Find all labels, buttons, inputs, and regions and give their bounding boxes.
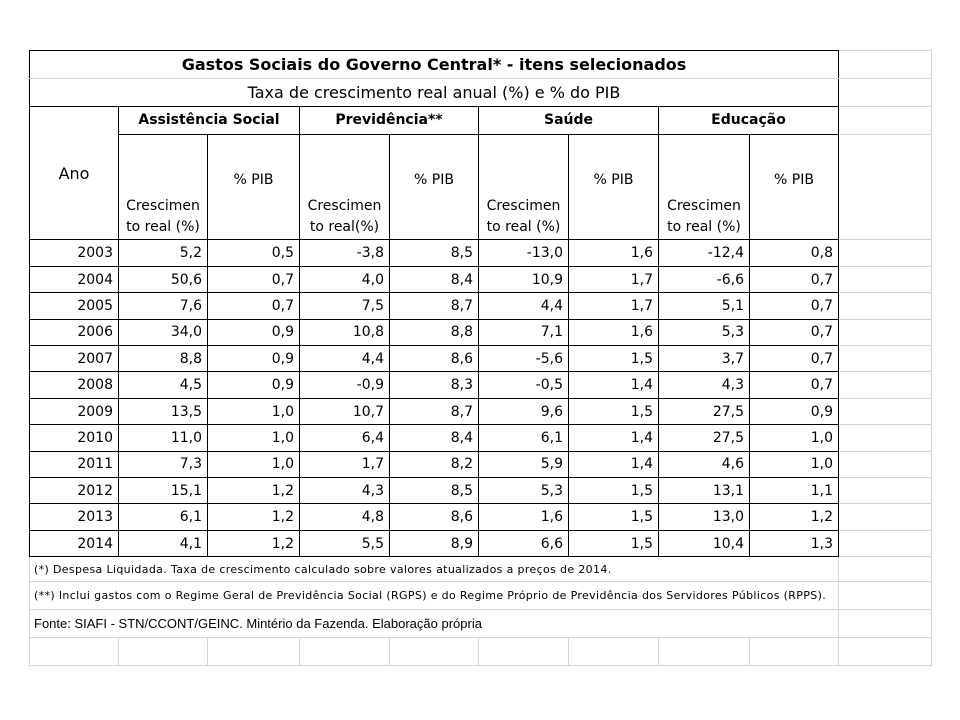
empty-cell[interactable] (839, 451, 932, 477)
growth-cell: 5,1 (659, 293, 750, 319)
growth-cell: -12,4 (659, 240, 750, 266)
subheader-growth: Crescimen to real (%) (119, 134, 208, 240)
year-header: Ano (30, 106, 119, 240)
year-cell: 2003 (30, 240, 119, 266)
pib-cell: 8,2 (390, 451, 479, 477)
growth-cell: 7,6 (119, 293, 208, 319)
growth-cell: 5,3 (479, 477, 569, 503)
subheader-growth: Crescimen to real(%) (300, 134, 390, 240)
growth-cell: 8,8 (119, 346, 208, 372)
pib-cell: 1,0 (750, 425, 839, 451)
pib-cell: 0,9 (208, 319, 300, 345)
empty-cell[interactable] (839, 106, 932, 134)
growth-cell: 4,0 (300, 266, 390, 292)
empty-cell[interactable] (839, 557, 932, 582)
growth-cell: 10,9 (479, 266, 569, 292)
pib-cell: 0,7 (750, 346, 839, 372)
footnote-1: (*) Despesa Liquidada. Taxa de crescimento calculado sobre valores atualizados a preços de 2014. (30, 557, 839, 582)
pib-cell: 1,5 (569, 398, 659, 424)
growth-cell: 9,6 (479, 398, 569, 424)
pib-cell: 8,8 (390, 319, 479, 345)
empty-cell[interactable] (839, 425, 932, 451)
table-row (30, 504, 932, 530)
empty-cell[interactable] (659, 638, 750, 666)
growth-cell: 1,7 (300, 451, 390, 477)
growth-cell: 4,5 (119, 372, 208, 398)
growth-cell: 13,1 (659, 477, 750, 503)
empty-cell[interactable] (839, 610, 932, 638)
pib-cell: 1,5 (569, 530, 659, 557)
table-subtitle: Taxa de crescimento real anual (%) e % do PIB (30, 78, 839, 106)
pib-cell: 1,0 (208, 425, 300, 451)
empty-cell[interactable] (119, 638, 208, 666)
growth-cell: 10,8 (300, 319, 390, 345)
growth-cell: 4,1 (119, 530, 208, 557)
year-cell: 2009 (30, 398, 119, 424)
pib-cell: 1,4 (569, 451, 659, 477)
pib-cell: 1,0 (750, 451, 839, 477)
pib-cell: 1,7 (569, 293, 659, 319)
empty-cell[interactable] (839, 266, 932, 292)
year-cell: 2007 (30, 346, 119, 372)
subheader-pib: % PIB (569, 134, 659, 240)
growth-cell: -6,6 (659, 266, 750, 292)
table-row (30, 293, 932, 319)
pib-cell: 1,6 (569, 319, 659, 345)
footnote-2: (**) Inclui gastos com o Regime Geral de Previdência Social (RGPS) e do Regime Próprio de Previdência dos Servidores Públicos (RPPS). (30, 582, 839, 610)
table-title: Gastos Sociais do Governo Central* - itens selecionados (30, 51, 839, 79)
pib-cell: 1,5 (569, 477, 659, 503)
growth-cell: 27,5 (659, 398, 750, 424)
pib-cell: 0,7 (750, 319, 839, 345)
growth-cell: 1,6 (479, 504, 569, 530)
growth-cell: 7,3 (119, 451, 208, 477)
growth-cell: 4,3 (300, 477, 390, 503)
growth-cell: 5,9 (479, 451, 569, 477)
empty-cell[interactable] (30, 638, 119, 666)
empty-cell[interactable] (208, 638, 300, 666)
pib-cell: 1,3 (750, 530, 839, 557)
growth-cell: 4,4 (300, 346, 390, 372)
table-row (30, 372, 932, 398)
pib-cell: 0,7 (750, 293, 839, 319)
growth-cell: 4,6 (659, 451, 750, 477)
pib-cell: 8,6 (390, 504, 479, 530)
growth-cell: 7,5 (300, 293, 390, 319)
growth-cell: 10,7 (300, 398, 390, 424)
empty-cell[interactable] (479, 638, 569, 666)
pib-cell: 8,3 (390, 372, 479, 398)
pib-cell: 1,2 (750, 504, 839, 530)
year-cell: 2014 (30, 530, 119, 557)
pib-cell: 8,5 (390, 240, 479, 266)
pib-cell: 0,8 (750, 240, 839, 266)
growth-cell: -0,9 (300, 372, 390, 398)
source-note: Fonte: SIAFI - STN/CCONT/GEINC. Mintério da Fazenda. Elaboração própria (30, 610, 839, 638)
growth-cell: 6,1 (119, 504, 208, 530)
empty-cell[interactable] (839, 398, 932, 424)
growth-cell: 11,0 (119, 425, 208, 451)
pib-cell: 0,9 (750, 398, 839, 424)
pib-cell: 0,7 (750, 266, 839, 292)
group-header-saude: Saúde (479, 106, 659, 134)
subheader-pib: % PIB (750, 134, 839, 240)
pib-cell: 1,2 (208, 530, 300, 557)
growth-cell: -3,8 (300, 240, 390, 266)
year-cell: 2011 (30, 451, 119, 477)
pib-cell: 0,7 (208, 266, 300, 292)
growth-cell: 13,5 (119, 398, 208, 424)
table-row (30, 319, 932, 345)
pib-cell: 1,4 (569, 425, 659, 451)
subheader-growth: Crescimen to real (%) (479, 134, 569, 240)
growth-cell: 10,4 (659, 530, 750, 557)
growth-cell: 27,5 (659, 425, 750, 451)
table-row (30, 477, 932, 503)
pib-cell: 8,7 (390, 293, 479, 319)
year-cell: 2010 (30, 425, 119, 451)
growth-cell: 34,0 (119, 319, 208, 345)
group-header-previdencia: Previdência** (300, 106, 479, 134)
pib-cell: 8,4 (390, 266, 479, 292)
empty-cell[interactable] (839, 134, 932, 240)
pib-cell: 0,7 (208, 293, 300, 319)
pib-cell: 1,5 (569, 346, 659, 372)
growth-cell: -13,0 (479, 240, 569, 266)
pib-cell: 1,4 (569, 372, 659, 398)
table-row (30, 346, 932, 372)
empty-cell[interactable] (839, 530, 932, 557)
growth-cell: 7,1 (479, 319, 569, 345)
year-cell: 2006 (30, 319, 119, 345)
growth-cell: 6,4 (300, 425, 390, 451)
table-row (30, 240, 932, 266)
pib-cell: 1,1 (750, 477, 839, 503)
pib-cell: 1,6 (569, 240, 659, 266)
subheader-growth: Crescimen to real (%) (659, 134, 750, 240)
pib-cell: 1,0 (208, 451, 300, 477)
spreadsheet-table (29, 50, 932, 666)
empty-cell[interactable] (569, 638, 659, 666)
pib-cell: 8,4 (390, 425, 479, 451)
empty-cell[interactable] (839, 293, 932, 319)
empty-cell[interactable] (839, 504, 932, 530)
group-header-educacao: Educação (659, 106, 839, 134)
pib-cell: 0,7 (750, 372, 839, 398)
empty-cell[interactable] (839, 78, 932, 106)
pib-cell: 8,7 (390, 398, 479, 424)
year-cell: 2012 (30, 477, 119, 503)
growth-cell: 13,0 (659, 504, 750, 530)
growth-cell: 5,3 (659, 319, 750, 345)
table-row (30, 530, 932, 557)
pib-cell: 1,0 (208, 398, 300, 424)
growth-cell: -0,5 (479, 372, 569, 398)
empty-cell[interactable] (750, 638, 839, 666)
pib-cell: 1,2 (208, 477, 300, 503)
growth-cell: 5,5 (300, 530, 390, 557)
pib-cell: 0,5 (208, 240, 300, 266)
empty-cell[interactable] (839, 240, 932, 266)
growth-cell: 6,6 (479, 530, 569, 557)
empty-cell[interactable] (839, 319, 932, 345)
empty-cell[interactable] (300, 638, 390, 666)
pib-cell: 1,5 (569, 504, 659, 530)
table-row (30, 451, 932, 477)
year-cell: 2005 (30, 293, 119, 319)
growth-cell: 5,2 (119, 240, 208, 266)
pib-cell: 1,2 (208, 504, 300, 530)
table-row (30, 398, 932, 424)
pib-cell: 8,5 (390, 477, 479, 503)
empty-cell[interactable] (839, 372, 932, 398)
empty-cell[interactable] (839, 51, 932, 79)
growth-cell: -5,6 (479, 346, 569, 372)
year-cell: 2008 (30, 372, 119, 398)
subheader-pib: % PIB (390, 134, 479, 240)
growth-cell: 4,4 (479, 293, 569, 319)
growth-cell: 50,6 (119, 266, 208, 292)
growth-cell: 4,3 (659, 372, 750, 398)
group-header-assistencia: Assistência Social (119, 106, 300, 134)
table-row (30, 266, 932, 292)
year-cell: 2004 (30, 266, 119, 292)
empty-cell[interactable] (839, 477, 932, 503)
subheader-pib: % PIB (208, 134, 300, 240)
pib-cell: 1,7 (569, 266, 659, 292)
pib-cell: 8,6 (390, 346, 479, 372)
growth-cell: 4,8 (300, 504, 390, 530)
growth-cell: 6,1 (479, 425, 569, 451)
empty-cell[interactable] (839, 638, 932, 666)
empty-cell[interactable] (839, 582, 932, 610)
year-cell: 2013 (30, 504, 119, 530)
growth-cell: 15,1 (119, 477, 208, 503)
pib-cell: 8,9 (390, 530, 479, 557)
empty-cell[interactable] (390, 638, 479, 666)
growth-cell: 3,7 (659, 346, 750, 372)
pib-cell: 0,9 (208, 346, 300, 372)
pib-cell: 0,9 (208, 372, 300, 398)
table-row (30, 425, 932, 451)
empty-cell[interactable] (839, 346, 932, 372)
